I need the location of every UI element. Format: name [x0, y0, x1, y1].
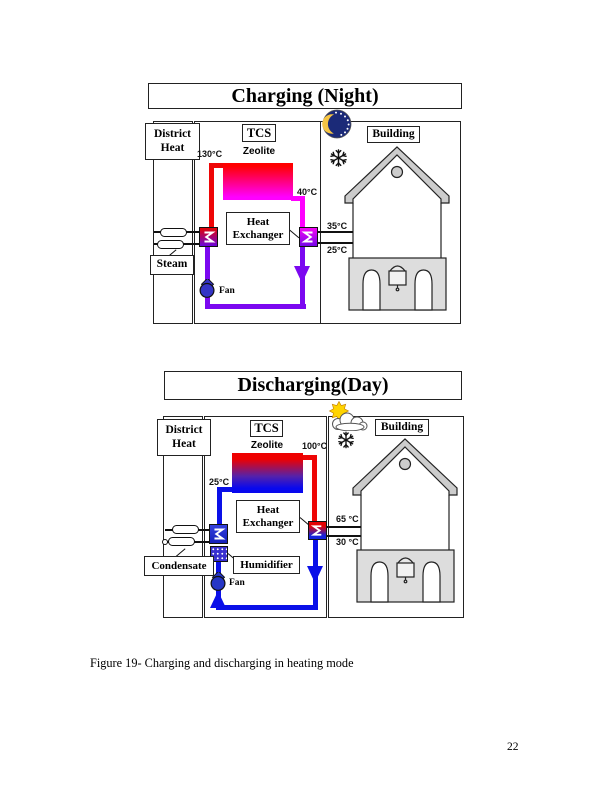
air-loop-pipe [205, 304, 306, 309]
zeolite-bed [232, 453, 303, 493]
building-supply-line [318, 231, 353, 233]
cool-air-pipe [217, 487, 222, 527]
hot-air-pipe [300, 196, 305, 228]
temp-building-return: 25°C [327, 245, 348, 255]
temp-charge-in: 130°C [197, 149, 223, 159]
discharging-figure-title [164, 371, 462, 400]
building-return-line [318, 242, 353, 244]
air-heat-exchanger [308, 521, 327, 540]
building-supply-line [327, 526, 361, 528]
zeolite-label: Zeolite [242, 146, 276, 157]
temp-building-return: 30 °C [336, 537, 359, 547]
condensate-label: Condensate [144, 556, 214, 576]
temp-discharge-in: 25°C [209, 477, 230, 487]
steam-trap [172, 525, 199, 534]
flow-arrow-down-icon [307, 566, 323, 583]
house-illustration [352, 436, 460, 604]
page-number: 22 [507, 741, 519, 753]
exchanger-coil-icon [309, 522, 326, 539]
steam-label: Steam [150, 255, 194, 275]
steam-trap [157, 240, 184, 249]
snowflake-icon [337, 430, 355, 450]
exchanger-coil-icon [210, 525, 227, 543]
fan-label: Fan [219, 286, 235, 296]
snowflake-icon [329, 148, 348, 168]
fan-label: Fan [229, 578, 245, 588]
flow-arrow-up-icon [210, 591, 226, 608]
hot-steam-pipe [209, 163, 214, 228]
temp-building-supply: 35°C [327, 221, 348, 231]
charging-figure-title [148, 83, 462, 109]
discharging-title-text: Discharging(Day) [237, 374, 389, 396]
building-label: Building [375, 419, 429, 436]
exchanger-coil-icon [200, 228, 217, 246]
heat-exchanger-label: Heat Exchanger [226, 212, 290, 245]
condensate-heat-exchanger [209, 524, 228, 544]
sun-clouds-icon [326, 401, 368, 431]
temp-discharge-out: 100°C [302, 441, 328, 451]
temp-building-supply: 65 °C [336, 514, 359, 524]
air-loop-pipe [205, 246, 210, 309]
fan-icon [199, 279, 216, 299]
district-heat-label: District Heat [157, 419, 211, 456]
moon-icon [322, 109, 352, 139]
flow-arrow-down-icon [294, 266, 310, 283]
building-label: Building [367, 126, 420, 143]
temp-charge-out: 40°C [297, 187, 318, 197]
trap-fitting [162, 539, 168, 545]
charging-title-text: Charging (Night) [231, 84, 379, 107]
humidifier-label: Humidifier [233, 556, 300, 574]
steam-trap [168, 537, 195, 546]
zeolite-label: Zeolite [250, 440, 284, 451]
district-heat-label: District Heat [145, 123, 200, 160]
house-illustration [344, 144, 452, 312]
hot-air-pipe [312, 455, 317, 522]
steam-trap [160, 228, 187, 237]
zeolite-bed [223, 163, 293, 200]
air-loop-pipe [216, 605, 318, 610]
exchanger-coil-icon [300, 228, 317, 246]
figure-caption: Figure 19- Charging and discharging in heating mode [90, 656, 354, 670]
air-heat-exchanger [299, 227, 318, 247]
heat-exchanger-label: Heat Exchanger [236, 500, 300, 533]
tcs-label: TCS [242, 124, 276, 142]
steam-heat-exchanger [199, 227, 218, 247]
tcs-label: TCS [250, 420, 283, 437]
